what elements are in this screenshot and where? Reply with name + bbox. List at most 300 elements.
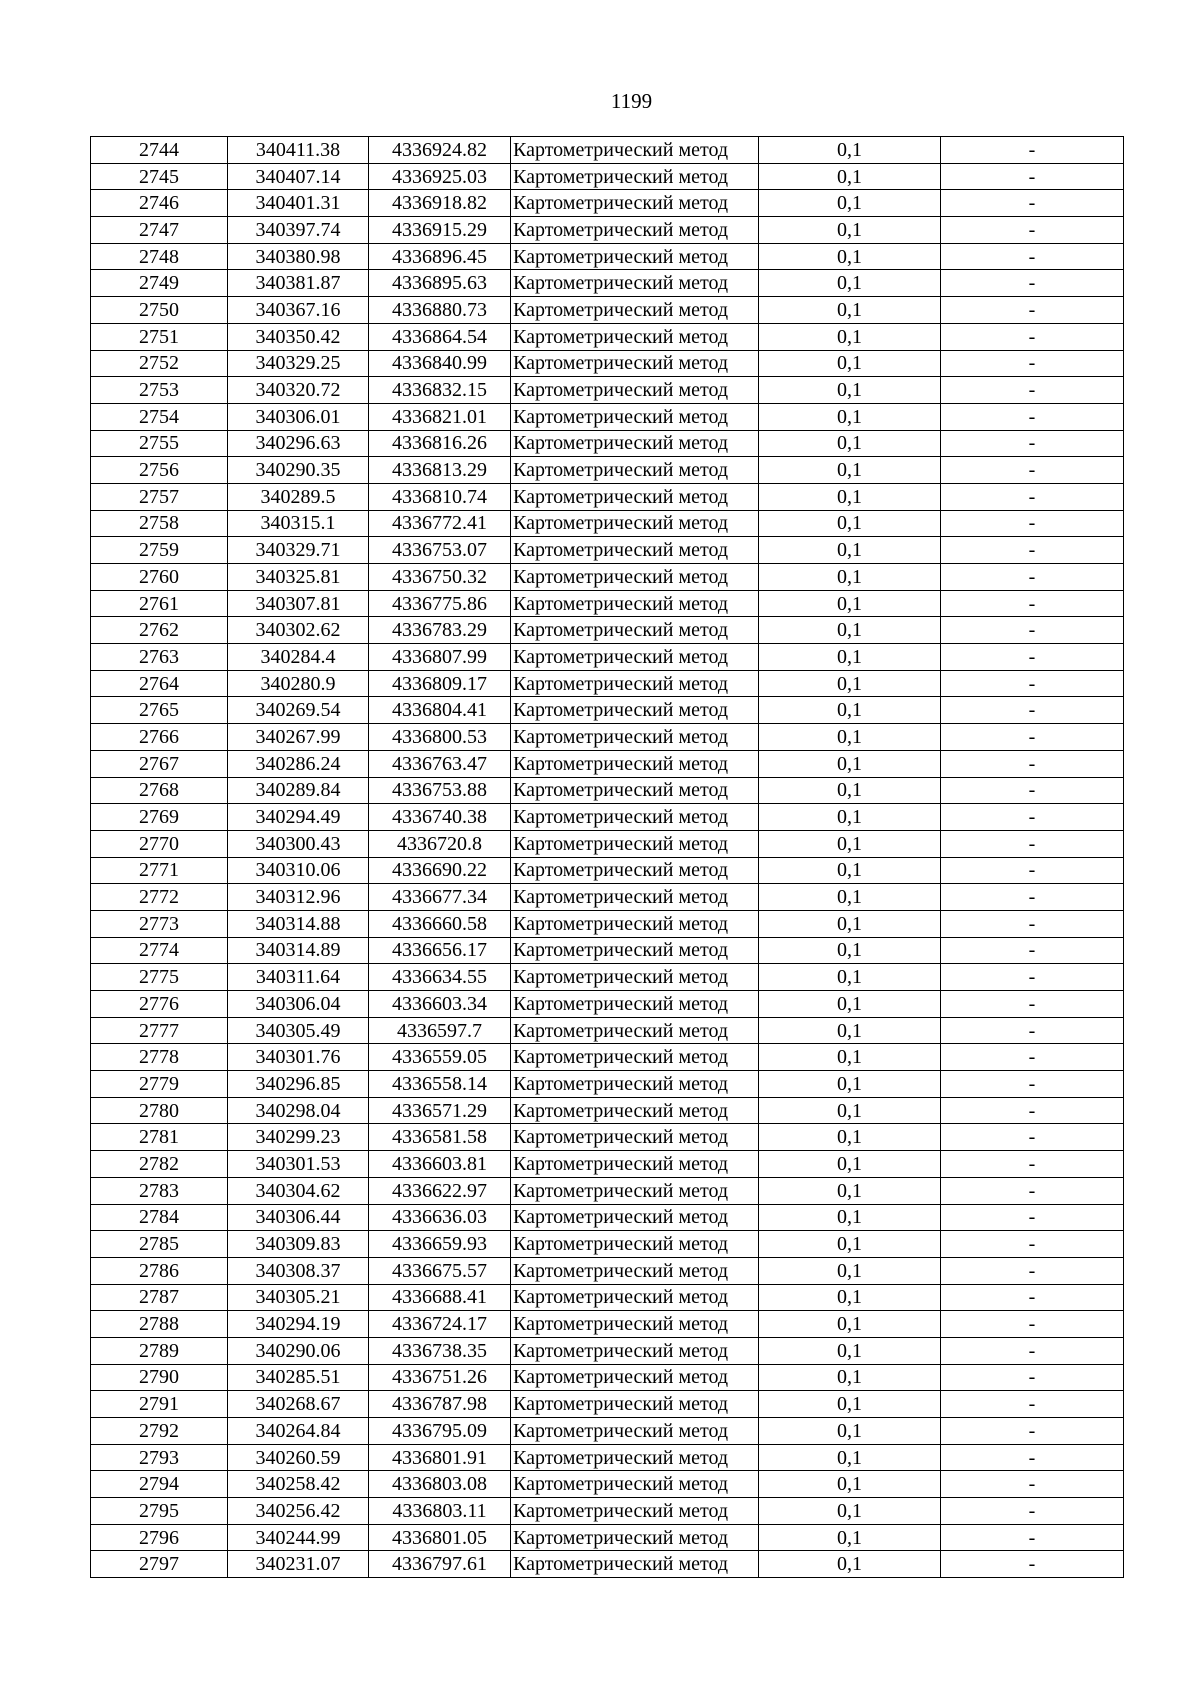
point-number-cell: 2778: [91, 1044, 228, 1071]
table-row: [91, 457, 1124, 484]
coordinates-table-body: [91, 137, 1124, 1578]
accuracy-cell: 0,1: [759, 857, 941, 884]
method-cell: Картометрический метод: [511, 910, 759, 937]
method-cell: Картометрический метод: [511, 564, 759, 591]
y-coordinate-cell: 4336603.81: [369, 1151, 511, 1178]
description-cell: -: [941, 377, 1124, 404]
y-coordinate-cell: 4336864.54: [369, 323, 511, 350]
y-coordinate-cell: 4336783.29: [369, 617, 511, 644]
method-cell: Картометрический метод: [511, 270, 759, 297]
x-coordinate-cell: 340307.81: [228, 590, 369, 617]
method-cell: Картометрический метод: [511, 1551, 759, 1578]
table-row: [91, 724, 1124, 751]
point-number-cell: 2767: [91, 750, 228, 777]
description-cell: -: [941, 1177, 1124, 1204]
x-coordinate-cell: 340294.49: [228, 804, 369, 831]
description-cell: -: [941, 1364, 1124, 1391]
x-coordinate-cell: 340289.84: [228, 777, 369, 804]
description-cell: -: [941, 564, 1124, 591]
y-coordinate-cell: 4336660.58: [369, 910, 511, 937]
y-coordinate-cell: 4336622.97: [369, 1177, 511, 1204]
accuracy-cell: 0,1: [759, 1257, 941, 1284]
table-row: [91, 937, 1124, 964]
accuracy-cell: 0,1: [759, 270, 941, 297]
description-cell: -: [941, 403, 1124, 430]
accuracy-cell: 0,1: [759, 323, 941, 350]
table-row: [91, 137, 1124, 164]
y-coordinate-cell: 4336675.57: [369, 1257, 511, 1284]
x-coordinate-cell: 340302.62: [228, 617, 369, 644]
y-coordinate-cell: 4336724.17: [369, 1311, 511, 1338]
description-cell: -: [941, 1498, 1124, 1525]
x-coordinate-cell: 340290.06: [228, 1337, 369, 1364]
method-cell: Картометрический метод: [511, 1177, 759, 1204]
point-number-cell: 2785: [91, 1231, 228, 1258]
table-row: [91, 1097, 1124, 1124]
description-cell: -: [941, 830, 1124, 857]
method-cell: Картометрический метод: [511, 750, 759, 777]
x-coordinate-cell: 340301.53: [228, 1151, 369, 1178]
x-coordinate-cell: 340304.62: [228, 1177, 369, 1204]
method-cell: Картометрический метод: [511, 1071, 759, 1098]
method-cell: Картометрический метод: [511, 297, 759, 324]
accuracy-cell: 0,1: [759, 1151, 941, 1178]
description-cell: -: [941, 964, 1124, 991]
point-number-cell: 2753: [91, 377, 228, 404]
method-cell: Картометрический метод: [511, 1097, 759, 1124]
accuracy-cell: 0,1: [759, 1017, 941, 1044]
description-cell: -: [941, 1444, 1124, 1471]
y-coordinate-cell: 4336895.63: [369, 270, 511, 297]
x-coordinate-cell: 340244.99: [228, 1524, 369, 1551]
point-number-cell: 2779: [91, 1071, 228, 1098]
table-row: [91, 777, 1124, 804]
method-cell: Картометрический метод: [511, 1284, 759, 1311]
method-cell: Картометрический метод: [511, 243, 759, 270]
point-number-cell: 2775: [91, 964, 228, 991]
description-cell: -: [941, 1044, 1124, 1071]
y-coordinate-cell: 4336803.08: [369, 1471, 511, 1498]
table-row: [91, 1204, 1124, 1231]
description-cell: -: [941, 1151, 1124, 1178]
description-cell: -: [941, 750, 1124, 777]
description-cell: -: [941, 1124, 1124, 1151]
point-number-cell: 2781: [91, 1124, 228, 1151]
x-coordinate-cell: 340311.64: [228, 964, 369, 991]
point-number-cell: 2763: [91, 644, 228, 671]
method-cell: Картометрический метод: [511, 964, 759, 991]
method-cell: Картометрический метод: [511, 1337, 759, 1364]
accuracy-cell: 0,1: [759, 991, 941, 1018]
description-cell: -: [941, 910, 1124, 937]
point-number-cell: 2773: [91, 910, 228, 937]
x-coordinate-cell: 340329.25: [228, 350, 369, 377]
description-cell: -: [941, 217, 1124, 244]
table-row: [91, 270, 1124, 297]
table-row: [91, 991, 1124, 1018]
method-cell: Картометрический метод: [511, 430, 759, 457]
point-number-cell: 2783: [91, 1177, 228, 1204]
x-coordinate-cell: 340305.49: [228, 1017, 369, 1044]
point-number-cell: 2794: [91, 1471, 228, 1498]
accuracy-cell: 0,1: [759, 190, 941, 217]
description-cell: -: [941, 884, 1124, 911]
accuracy-cell: 0,1: [759, 430, 941, 457]
y-coordinate-cell: 4336738.35: [369, 1337, 511, 1364]
y-coordinate-cell: 4336690.22: [369, 857, 511, 884]
accuracy-cell: 0,1: [759, 884, 941, 911]
y-coordinate-cell: 4336787.98: [369, 1391, 511, 1418]
x-coordinate-cell: 340269.54: [228, 697, 369, 724]
point-number-cell: 2754: [91, 403, 228, 430]
x-coordinate-cell: 340350.42: [228, 323, 369, 350]
y-coordinate-cell: 4336896.45: [369, 243, 511, 270]
y-coordinate-cell: 4336581.58: [369, 1124, 511, 1151]
y-coordinate-cell: 4336795.09: [369, 1418, 511, 1445]
y-coordinate-cell: 4336751.26: [369, 1364, 511, 1391]
description-cell: -: [941, 137, 1124, 164]
description-cell: -: [941, 537, 1124, 564]
method-cell: Картометрический метод: [511, 457, 759, 484]
y-coordinate-cell: 4336753.88: [369, 777, 511, 804]
method-cell: Картометрический метод: [511, 644, 759, 671]
accuracy-cell: 0,1: [759, 1364, 941, 1391]
x-coordinate-cell: 340329.71: [228, 537, 369, 564]
table-row: [91, 1124, 1124, 1151]
x-coordinate-cell: 340314.88: [228, 910, 369, 937]
point-number-cell: 2771: [91, 857, 228, 884]
y-coordinate-cell: 4336571.29: [369, 1097, 511, 1124]
description-cell: -: [941, 1071, 1124, 1098]
point-number-cell: 2786: [91, 1257, 228, 1284]
accuracy-cell: 0,1: [759, 1391, 941, 1418]
table-row: [91, 430, 1124, 457]
table-row: [91, 1444, 1124, 1471]
accuracy-cell: 0,1: [759, 697, 941, 724]
table-row: [91, 617, 1124, 644]
x-coordinate-cell: 340299.23: [228, 1124, 369, 1151]
x-coordinate-cell: 340401.31: [228, 190, 369, 217]
x-coordinate-cell: 340301.76: [228, 1044, 369, 1071]
method-cell: Картометрический метод: [511, 1231, 759, 1258]
x-coordinate-cell: 340296.85: [228, 1071, 369, 1098]
accuracy-cell: 0,1: [759, 910, 941, 937]
x-coordinate-cell: 340380.98: [228, 243, 369, 270]
x-coordinate-cell: 340231.07: [228, 1551, 369, 1578]
y-coordinate-cell: 4336925.03: [369, 163, 511, 190]
point-number-cell: 2750: [91, 297, 228, 324]
y-coordinate-cell: 4336801.91: [369, 1444, 511, 1471]
table-row: [91, 830, 1124, 857]
table-row: [91, 564, 1124, 591]
point-number-cell: 2755: [91, 430, 228, 457]
description-cell: -: [941, 483, 1124, 510]
accuracy-cell: 0,1: [759, 964, 941, 991]
accuracy-cell: 0,1: [759, 590, 941, 617]
table-row: [91, 1471, 1124, 1498]
description-cell: -: [941, 724, 1124, 751]
table-row: [91, 804, 1124, 831]
accuracy-cell: 0,1: [759, 1204, 941, 1231]
table-row: [91, 1337, 1124, 1364]
accuracy-cell: 0,1: [759, 1044, 941, 1071]
y-coordinate-cell: 4336880.73: [369, 297, 511, 324]
accuracy-cell: 0,1: [759, 1071, 941, 1098]
point-number-cell: 2795: [91, 1498, 228, 1525]
x-coordinate-cell: 340294.19: [228, 1311, 369, 1338]
description-cell: -: [941, 1551, 1124, 1578]
y-coordinate-cell: 4336840.99: [369, 350, 511, 377]
accuracy-cell: 0,1: [759, 510, 941, 537]
point-number-cell: 2797: [91, 1551, 228, 1578]
description-cell: -: [941, 1391, 1124, 1418]
description-cell: -: [941, 1524, 1124, 1551]
point-number-cell: 2792: [91, 1418, 228, 1445]
x-coordinate-cell: 340314.89: [228, 937, 369, 964]
accuracy-cell: 0,1: [759, 1444, 941, 1471]
y-coordinate-cell: 4336603.34: [369, 991, 511, 1018]
description-cell: -: [941, 1337, 1124, 1364]
y-coordinate-cell: 4336810.74: [369, 483, 511, 510]
method-cell: Картометрический метод: [511, 1311, 759, 1338]
table-row: [91, 910, 1124, 937]
description-cell: -: [941, 1017, 1124, 1044]
method-cell: Картометрический метод: [511, 1471, 759, 1498]
y-coordinate-cell: 4336915.29: [369, 217, 511, 244]
description-cell: -: [941, 350, 1124, 377]
table-row: [91, 644, 1124, 671]
y-coordinate-cell: 4336807.99: [369, 644, 511, 671]
x-coordinate-cell: 340280.9: [228, 670, 369, 697]
accuracy-cell: 0,1: [759, 1471, 941, 1498]
description-cell: -: [941, 1418, 1124, 1445]
point-number-cell: 2793: [91, 1444, 228, 1471]
description-cell: -: [941, 991, 1124, 1018]
y-coordinate-cell: 4336559.05: [369, 1044, 511, 1071]
x-coordinate-cell: 340267.99: [228, 724, 369, 751]
point-number-cell: 2748: [91, 243, 228, 270]
y-coordinate-cell: 4336924.82: [369, 137, 511, 164]
table-row: [91, 1257, 1124, 1284]
table-row: [91, 590, 1124, 617]
description-cell: -: [941, 777, 1124, 804]
table-row: [91, 243, 1124, 270]
point-number-cell: 2745: [91, 163, 228, 190]
accuracy-cell: 0,1: [759, 1498, 941, 1525]
table-row: [91, 1284, 1124, 1311]
point-number-cell: 2787: [91, 1284, 228, 1311]
accuracy-cell: 0,1: [759, 243, 941, 270]
accuracy-cell: 0,1: [759, 377, 941, 404]
description-cell: -: [941, 1257, 1124, 1284]
y-coordinate-cell: 4336803.11: [369, 1498, 511, 1525]
method-cell: Картометрический метод: [511, 483, 759, 510]
accuracy-cell: 0,1: [759, 644, 941, 671]
description-cell: -: [941, 1284, 1124, 1311]
point-number-cell: 2796: [91, 1524, 228, 1551]
accuracy-cell: 0,1: [759, 537, 941, 564]
accuracy-cell: 0,1: [759, 457, 941, 484]
accuracy-cell: 0,1: [759, 1284, 941, 1311]
point-number-cell: 2784: [91, 1204, 228, 1231]
description-cell: -: [941, 1204, 1124, 1231]
point-number-cell: 2764: [91, 670, 228, 697]
method-cell: Картометрический метод: [511, 510, 759, 537]
method-cell: Картометрический метод: [511, 1257, 759, 1284]
description-cell: -: [941, 857, 1124, 884]
accuracy-cell: 0,1: [759, 1231, 941, 1258]
point-number-cell: 2789: [91, 1337, 228, 1364]
y-coordinate-cell: 4336763.47: [369, 750, 511, 777]
y-coordinate-cell: 4336750.32: [369, 564, 511, 591]
x-coordinate-cell: 340315.1: [228, 510, 369, 537]
description-cell: -: [941, 270, 1124, 297]
method-cell: Картометрический метод: [511, 937, 759, 964]
x-coordinate-cell: 340309.83: [228, 1231, 369, 1258]
x-coordinate-cell: 340306.01: [228, 403, 369, 430]
point-number-cell: 2744: [91, 137, 228, 164]
y-coordinate-cell: 4336753.07: [369, 537, 511, 564]
x-coordinate-cell: 340285.51: [228, 1364, 369, 1391]
table-row: [91, 1151, 1124, 1178]
method-cell: Картометрический метод: [511, 830, 759, 857]
x-coordinate-cell: 340286.24: [228, 750, 369, 777]
table-row: [91, 1177, 1124, 1204]
method-cell: Картометрический метод: [511, 1124, 759, 1151]
table-row: [91, 510, 1124, 537]
accuracy-cell: 0,1: [759, 777, 941, 804]
method-cell: Картометрический метод: [511, 163, 759, 190]
x-coordinate-cell: 340260.59: [228, 1444, 369, 1471]
table-row: [91, 964, 1124, 991]
x-coordinate-cell: 340308.37: [228, 1257, 369, 1284]
accuracy-cell: 0,1: [759, 403, 941, 430]
method-cell: Картометрический метод: [511, 1017, 759, 1044]
x-coordinate-cell: 340268.67: [228, 1391, 369, 1418]
table-row: [91, 670, 1124, 697]
method-cell: Картометрический метод: [511, 1418, 759, 1445]
method-cell: Картометрический метод: [511, 724, 759, 751]
table-row: [91, 1231, 1124, 1258]
description-cell: -: [941, 1231, 1124, 1258]
y-coordinate-cell: 4336656.17: [369, 937, 511, 964]
accuracy-cell: 0,1: [759, 830, 941, 857]
y-coordinate-cell: 4336720.8: [369, 830, 511, 857]
description-cell: -: [941, 510, 1124, 537]
description-cell: -: [941, 297, 1124, 324]
method-cell: Картометрический метод: [511, 804, 759, 831]
x-coordinate-cell: 340284.4: [228, 644, 369, 671]
table-row: [91, 190, 1124, 217]
table-row: [91, 750, 1124, 777]
table-row: [91, 1071, 1124, 1098]
method-cell: Картометрический метод: [511, 217, 759, 244]
x-coordinate-cell: 340258.42: [228, 1471, 369, 1498]
point-number-cell: 2769: [91, 804, 228, 831]
description-cell: -: [941, 457, 1124, 484]
table-row: [91, 1418, 1124, 1445]
table-row: [91, 1551, 1124, 1578]
x-coordinate-cell: 340264.84: [228, 1418, 369, 1445]
point-number-cell: 2760: [91, 564, 228, 591]
description-cell: -: [941, 1471, 1124, 1498]
method-cell: Картометрический метод: [511, 1524, 759, 1551]
accuracy-cell: 0,1: [759, 750, 941, 777]
y-coordinate-cell: 4336821.01: [369, 403, 511, 430]
description-cell: -: [941, 323, 1124, 350]
y-coordinate-cell: 4336816.26: [369, 430, 511, 457]
x-coordinate-cell: 340397.74: [228, 217, 369, 244]
page-number: 1199: [610, 89, 653, 113]
y-coordinate-cell: 4336597.7: [369, 1017, 511, 1044]
table-row: [91, 884, 1124, 911]
table-row: [91, 697, 1124, 724]
x-coordinate-cell: 340256.42: [228, 1498, 369, 1525]
point-number-cell: 2757: [91, 483, 228, 510]
point-number-cell: 2772: [91, 884, 228, 911]
x-coordinate-cell: 340306.04: [228, 991, 369, 1018]
point-number-cell: 2746: [91, 190, 228, 217]
point-number-cell: 2758: [91, 510, 228, 537]
point-number-cell: 2774: [91, 937, 228, 964]
y-coordinate-cell: 4336775.86: [369, 590, 511, 617]
y-coordinate-cell: 4336801.05: [369, 1524, 511, 1551]
description-cell: -: [941, 243, 1124, 270]
x-coordinate-cell: 340290.35: [228, 457, 369, 484]
method-cell: Картометрический метод: [511, 350, 759, 377]
table-row: [91, 537, 1124, 564]
y-coordinate-cell: 4336918.82: [369, 190, 511, 217]
table-row: [91, 1498, 1124, 1525]
x-coordinate-cell: 340367.16: [228, 297, 369, 324]
y-coordinate-cell: 4336740.38: [369, 804, 511, 831]
point-number-cell: 2780: [91, 1097, 228, 1124]
method-cell: Картометрический метод: [511, 590, 759, 617]
point-number-cell: 2759: [91, 537, 228, 564]
point-number-cell: 2751: [91, 323, 228, 350]
method-cell: Картометрический метод: [511, 1044, 759, 1071]
description-cell: -: [941, 590, 1124, 617]
table-row: [91, 377, 1124, 404]
method-cell: Картометрический метод: [511, 137, 759, 164]
y-coordinate-cell: 4336800.53: [369, 724, 511, 751]
accuracy-cell: 0,1: [759, 1551, 941, 1578]
accuracy-cell: 0,1: [759, 1311, 941, 1338]
x-coordinate-cell: 340300.43: [228, 830, 369, 857]
accuracy-cell: 0,1: [759, 1177, 941, 1204]
table-row: [91, 1311, 1124, 1338]
x-coordinate-cell: 340296.63: [228, 430, 369, 457]
point-number-cell: 2790: [91, 1364, 228, 1391]
point-number-cell: 2747: [91, 217, 228, 244]
description-cell: -: [941, 190, 1124, 217]
table-row: [91, 1044, 1124, 1071]
y-coordinate-cell: 4336677.34: [369, 884, 511, 911]
point-number-cell: 2788: [91, 1311, 228, 1338]
accuracy-cell: 0,1: [759, 724, 941, 751]
point-number-cell: 2776: [91, 991, 228, 1018]
description-cell: -: [941, 617, 1124, 644]
y-coordinate-cell: 4336558.14: [369, 1071, 511, 1098]
description-cell: -: [941, 697, 1124, 724]
point-number-cell: 2749: [91, 270, 228, 297]
method-cell: Картометрический метод: [511, 617, 759, 644]
method-cell: Картометрический метод: [511, 1444, 759, 1471]
x-coordinate-cell: 340312.96: [228, 884, 369, 911]
method-cell: Картометрический метод: [511, 697, 759, 724]
x-coordinate-cell: 340411.38: [228, 137, 369, 164]
y-coordinate-cell: 4336659.93: [369, 1231, 511, 1258]
